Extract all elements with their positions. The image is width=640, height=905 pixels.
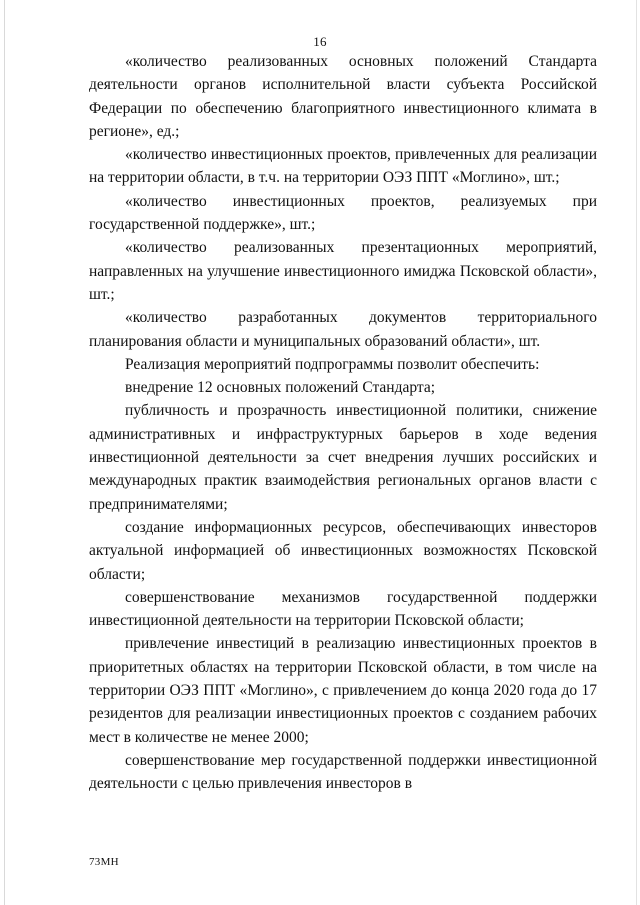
paragraph-result-investment-attraction: привлечение инвестиций в реализацию инвестиционных проектов в приоритетных областях на территории Псковской области, в том числе на территории ОЭЗ ППТ «Моглино», с привлечением до конца 2020 года до 17 резидентов для реализации инвестиционных проектов с созданием рабочих мест в количестве не менее 2000; [89,635,597,746]
paragraph-indicator-supported-projects: «количество инвестиционных проектов, реализуемых при государственной поддержке», шт.; [89,192,597,234]
paragraph-indicator-planning-documents: «количество разработанных документов территориального планирования области и муниципальных образований области», шт. [89,309,597,350]
paragraph-result-transparency: публичность и прозрачность инвестиционной политики, снижение административных и инфраструктурных барьеров в ходе ведения инвестиционной деятельности за счет внедрения лучших российских и международных практик взаимодействия региональных органов власти с предпринимателями; [89,402,597,513]
scan-edge-left [4,0,5,905]
paragraph-result-information-resources: создание информационных ресурсов, обеспечивающих инвесторов актуальной информацией об инвестиционных возможностях Псковской области; [89,518,597,583]
paragraph-result-support-measures: совершенствование мер государственной поддержки инвестиционной деятельности с целью привлечения инвесторов в [89,751,597,793]
page-number: 16 [313,34,327,49]
document-body [89,50,597,796]
paragraph-results-intro: Реализация мероприятий подпрограммы позволит обеспечить: [125,355,540,373]
footer-document-code: 73МН [89,856,119,868]
paragraph-indicator-presentations: «количество реализованных презентационных мероприятий, направленных на улучшение инвестиционного имиджа Псковской области», шт.; [89,239,597,303]
paragraph-indicator-standard: «количество реализованных основных положений Стандарта деятельности органов исполнительной власти субъекта Российской Федерации по обеспечению благоприятного инвестиционного климата в регионе», ед.; [89,53,597,140]
paragraph-result-support-mechanisms: совершенствование механизмов государственной поддержки инвестиционной деятельности на территории Псковской области; [89,588,597,630]
paragraph-indicator-attracted-projects: «количество инвестиционных проектов, привлеченных для реализации на территории области, в т.ч. на территории ОЭЗ ППТ «Моглино», шт.; [89,146,597,187]
paragraph-result-standard: внедрение 12 основных положений Стандарта; [125,379,436,397]
scan-edge-right [636,0,637,905]
